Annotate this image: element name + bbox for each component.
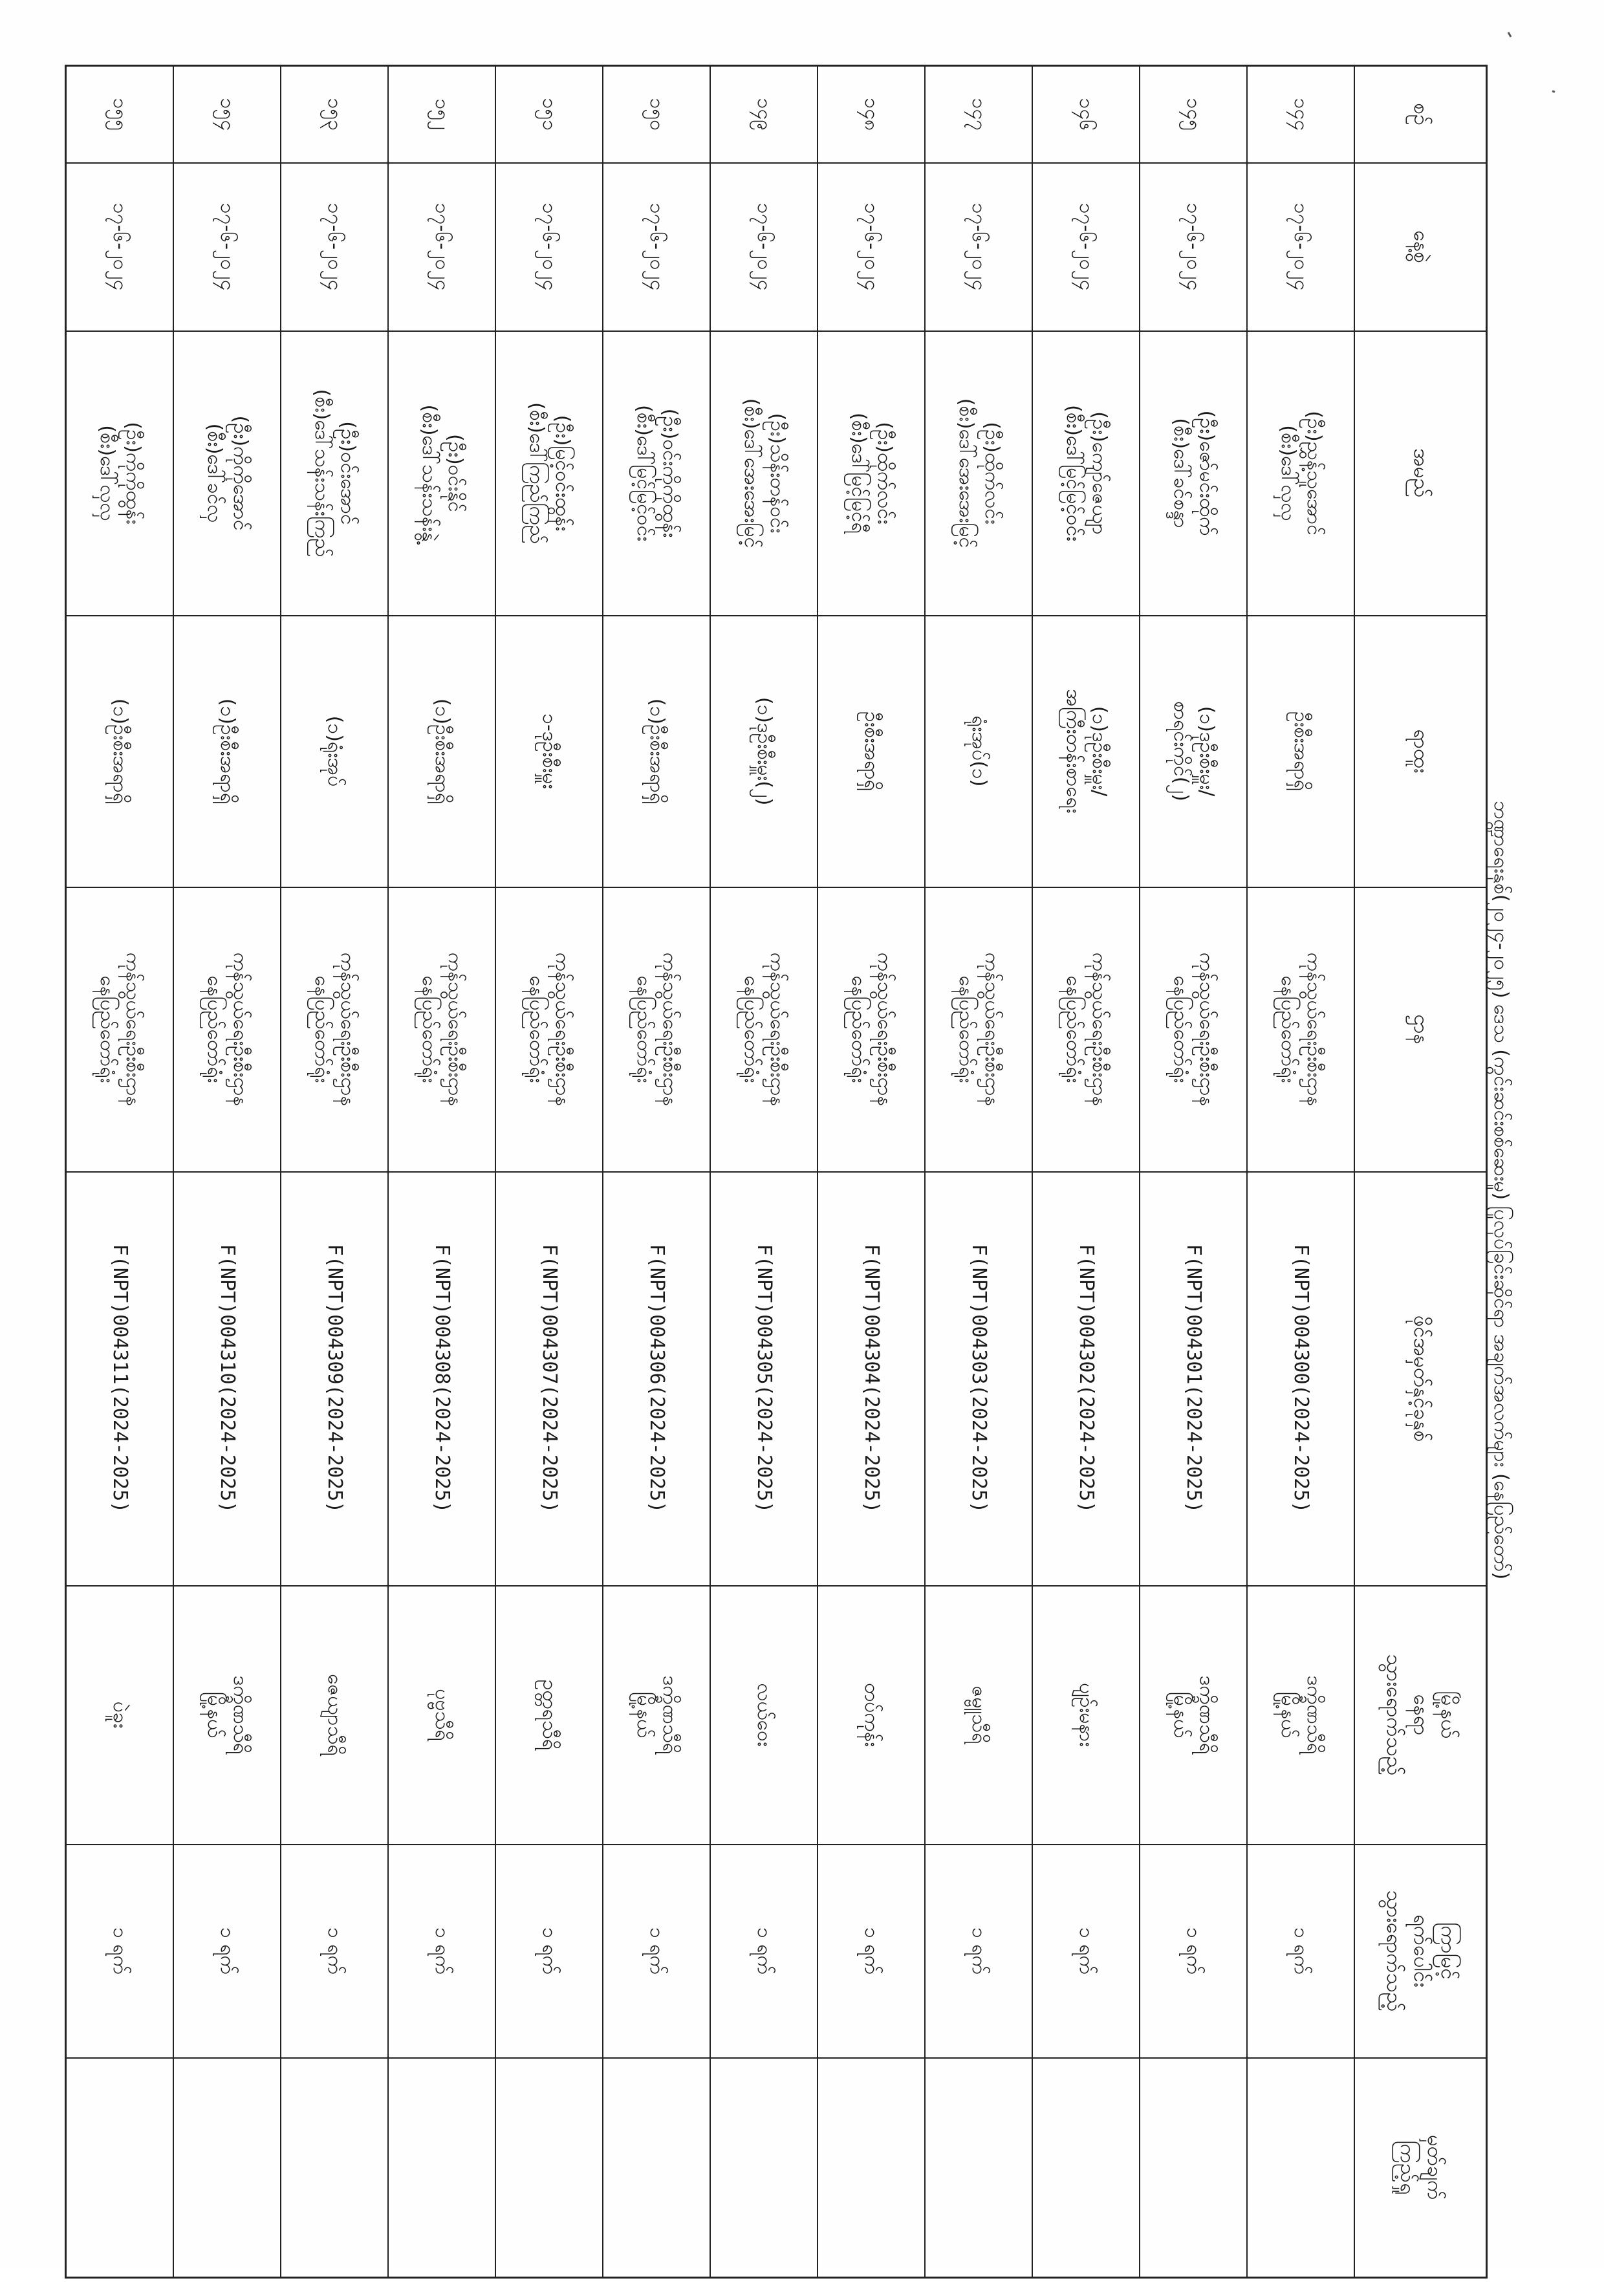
cell-department: ကုန်သွယ်ရေးဦးစီးဌာန နေပြည်တော်ရုံး: [1140, 887, 1247, 1172]
cell-rank: ရုံးအုပ်(၁): [925, 616, 1032, 887]
cell-rank: (၁)ဒုဦးစီးမှူး(၂): [710, 616, 818, 887]
cell-no: ၁၅၃: [281, 66, 388, 163]
table-body: [66, 66, 1355, 2278]
header-days: ကြာမြင့် ရက်ပေါင်း သွားရောက်သည့်: [1354, 1845, 1487, 2058]
cell-name: (ဦး)ထိုက်လင်း (စီး)ဒေါ်အေးအေးမြင့်: [925, 331, 1032, 616]
cell-file-number: F(NPT)004307(2024-2025): [495, 1172, 603, 1586]
cell-department: ကုန်သွယ်ရေးဦးစီးဌာန နေပြည်တော်ရုံး: [1032, 887, 1140, 1172]
cell-file-number: F(NPT)004305(2024-2025): [710, 1172, 818, 1586]
cell-days: ၁ ရက်: [603, 1845, 710, 2058]
cell-date: ၁၇-၆-၂၀၂၄: [710, 163, 818, 331]
header-remark: မှတ်ချက် ကြည့်ရှု: [1354, 2058, 1487, 2278]
cell-department: ကုန်သွယ်ရေးဦးစီးဌာန နေပြည်တော်ရုံး: [710, 887, 818, 1172]
table-row: [1247, 66, 1354, 2278]
cell-rank: (၁)ဦးစီးအရာရှိ: [66, 616, 174, 887]
cell-no: ၁၅၄: [173, 66, 281, 163]
cell-department: ကုန်သွယ်ရေးဦးစီးဌာန နေပြည်တော်ရုံး: [1247, 887, 1354, 1172]
cell-date: ၁၇-၆-၂၀၂၄: [281, 163, 388, 331]
cell-rank: (၁)ဦးစီးအရာရှိ: [173, 616, 281, 887]
cell-date: ၁၇-၆-၂၀၂၄: [1032, 163, 1140, 331]
cell-file-number: F(NPT)004306(2024-2025): [603, 1172, 710, 1586]
cell-department: ကုန်သွယ်ရေးဦးစီးဌာန နေပြည်တော်ရုံး: [603, 887, 710, 1172]
cell-date: ၁၇-၆-၂၀၂၄: [388, 163, 495, 331]
scan-speck: [1508, 32, 1512, 37]
cell-days: ၁ ရက်: [173, 1845, 281, 2058]
cell-remark: [818, 2058, 925, 2278]
cell-place: ဇေယျာသီရိ: [281, 1586, 388, 1845]
cell-name: (ဦး)ဇော်မင်းထိုက် (စီး)ဒေါ်ခင်စန္ဒာ: [1140, 331, 1247, 616]
cell-no: ၁၄၈: [818, 66, 925, 163]
cell-remark: [1032, 2058, 1140, 2278]
cell-rank: ဦးစီးအရာရှိ: [1247, 616, 1354, 887]
cell-remark: [281, 2058, 388, 2278]
cell-name: (ဦး)ကိုကိုထွန်း (စီး)ဒေါ်လှလှ: [66, 331, 174, 616]
cell-no: ၁၄၄: [1247, 66, 1354, 163]
cell-date: ၁၇-၆-၂၀၂၄: [495, 163, 603, 331]
cell-file-number: F(NPT)004309(2024-2025): [281, 1172, 388, 1586]
cell-date: ၁၇-၆-၂၀၂၄: [173, 163, 281, 331]
cell-date: ၁၇-၆-၂၀၂၄: [66, 163, 174, 331]
cell-days: ၁ ရက်: [1247, 1845, 1354, 2058]
cell-days: ၁ ရက်: [710, 1845, 818, 2058]
cell-place: ဒက္ခိဏသီရိ မြို့နယ်: [1140, 1586, 1247, 1845]
cell-department: ကုန်သွယ်ရေးဦးစီးဌာန နေပြည်တော်ရုံး: [495, 887, 603, 1172]
cell-name: (ဦး)ထိုက်လင်း (စီး)ဒေါ်မြင့်မြင့်ရီ: [818, 331, 925, 616]
cell-department: ကုန်သွယ်ရေးဦးစီးဌာန နေပြည်တော်ရုံး: [66, 887, 174, 1172]
cell-rank: ၁-ဒုဦးစီးမှူး: [495, 616, 603, 887]
table-row: [173, 66, 281, 2278]
cell-no: ၁၄၆: [1032, 66, 1140, 163]
cell-rank: ဦးစီးအရာရှိ: [818, 616, 925, 887]
cell-file-number: F(NPT)004303(2024-2025): [925, 1172, 1032, 1586]
cell-remark: [1140, 2058, 1247, 2278]
header-name: အမည်: [1354, 331, 1487, 616]
cell-remark: [710, 2058, 818, 2278]
cell-no: ၁၅၀: [603, 66, 710, 163]
cell-remark: [603, 2058, 710, 2278]
cell-file-number: F(NPT)004310(2024-2025): [173, 1172, 281, 1586]
table-row: [1140, 66, 1247, 2278]
header-department: ဌာန: [1354, 887, 1487, 1172]
field-visit-table: [65, 65, 1488, 2279]
cell-rank: (၁)ရုံးအုပ်: [281, 616, 388, 887]
cell-no: ၁၄၅: [1140, 66, 1247, 163]
cell-place: ဒက္ခိဏသီရိ မြို့နယ်: [1247, 1586, 1354, 1845]
cell-place: တပ်ကုန်း: [818, 1586, 925, 1845]
cell-rank: (၁)ဒုဦးစီးမှူး/ စာရင်းကိုင်(၂): [1140, 616, 1247, 887]
cell-file-number: F(NPT)004311(2024-2025): [66, 1172, 174, 1586]
header-place: မြို့နယ် နေရာ သွားရောက်သည့်: [1354, 1586, 1487, 1845]
header-no: စဉ်: [1354, 66, 1487, 163]
cell-name: (ဦး)သိန်းတန်ဝင်း (စီး)ဒေါ်အေးအေးမြင့်: [710, 331, 818, 616]
cell-date: ၁၇-၆-၂၀၂၄: [1140, 163, 1247, 331]
cell-no: ၁၅၅: [66, 66, 174, 163]
cell-department: ကုန်သွယ်ရေးဦးစီးဌာန နေပြည်တော်ရုံး: [925, 887, 1032, 1172]
cell-date: ၁၇-၆-၂၀၂၄: [818, 163, 925, 331]
cell-file-number: F(NPT)004304(2024-2025): [818, 1172, 925, 1586]
header-file-number: ဖိုင်အမှတ်နှင့်ခုနှစ်: [1354, 1172, 1487, 1586]
cell-name: (ဦး)ဝင်းအောင် (စီး)ဒေါ်သန်းသန်းကြည်: [281, 331, 388, 616]
cell-place: ဇမ္ဗူသီရိ: [925, 1586, 1032, 1845]
cell-date: ၁၇-၆-၂၀၂၄: [603, 163, 710, 331]
cell-place: ဒက္ခိဏသီရိ မြို့နယ်: [173, 1586, 281, 1845]
cell-name: (ဦး)ဝင်းကိုကိုထွန်း (စီး)ဒေါ်မြင့်မြင့်ဝင်း: [603, 331, 710, 616]
cell-name: (ဦး)ကျော်ဇေယျာ (စီး)ဒေါ်မြင့်မြင့်ဝင်း: [1032, 331, 1140, 616]
cell-remark: [1247, 2058, 1354, 2278]
cell-remark: [173, 2058, 281, 2278]
cell-days: ၁ ရက်: [925, 1845, 1032, 2058]
cell-rank: (၁)ဦးစီးအရာရှိ: [603, 616, 710, 887]
cell-no: ၁၅၁: [495, 66, 603, 163]
cell-name: (ဦး)ကိုကိုအောင် (စီး)ဒေါ်ခင်လှ: [173, 331, 281, 616]
table-row: [818, 66, 925, 2278]
cell-days: ၁ ရက်: [388, 1845, 495, 2058]
scan-speck: [1552, 90, 1555, 92]
table-row: [388, 66, 495, 2278]
cell-name: (ဦး)မြင့်ဝင်းထွန်း (စီး)ဒေါ်ကြည်ကြည်: [495, 331, 603, 616]
table-row: [66, 66, 174, 2278]
table-row: [603, 66, 710, 2278]
header-rank: ရာထူး: [1354, 616, 1487, 887]
cell-department: ကုန်သွယ်ရေးဦးစီးဌာန နေပြည်တော်ရုံး: [818, 887, 925, 1172]
cell-place: ပျဉ်းမနား: [1032, 1586, 1140, 1845]
cell-department: ကုန်သွယ်ရေးဦးစီးဌာန နေပြည်တော်ရုံး: [173, 887, 281, 1172]
cell-name: (ဦး)ဝင်းနိုင် (စီး)ဒေါ်သန်းသန်းနွဲ့: [388, 331, 495, 616]
cell-file-number: F(NPT)004300(2024-2025): [1247, 1172, 1354, 1586]
cell-place: ပုဗ္ဗသီရိ: [388, 1586, 495, 1845]
cell-days: ၁ ရက်: [66, 1845, 174, 2058]
cell-days: ၁ ရက်: [1032, 1845, 1140, 2058]
table-row: [281, 66, 388, 2278]
cell-name: (ဦး)ညွှန့်သူအောင် (စီး)ဒေါ်လှလှ: [1247, 331, 1354, 616]
cell-place: လယ်ဝေး: [710, 1586, 818, 1845]
cell-file-number: F(NPT)004302(2024-2025): [1032, 1172, 1140, 1586]
rotated-table-wrapper: [96, 65, 1488, 2277]
header-row: [1354, 66, 1487, 2278]
cell-file-number: F(NPT)004301(2024-2025): [1140, 1172, 1247, 1586]
table-row: [1032, 66, 1140, 2278]
cell-no: ၁၅၂: [388, 66, 495, 163]
cell-days: ၁ ရက်: [281, 1845, 388, 2058]
cell-days: ၁ ရက်: [495, 1845, 603, 2058]
cell-days: ၁ ရက်: [1140, 1845, 1247, 2058]
cell-no: ၁၄၇: [925, 66, 1032, 163]
cell-place: ပဲခူး: [66, 1586, 174, 1845]
cell-rank: (၁)ဒုဦးစီးမှူး/ အကြီးတန်းစာရေး: [1032, 616, 1140, 887]
table-row: [495, 66, 603, 2278]
cell-remark: [388, 2058, 495, 2278]
cell-department: ကုန်သွယ်ရေးဦးစီးဌာန နေပြည်တော်ရုံး: [388, 887, 495, 1172]
cell-rank: (၁)ဦးစီးအရာရှိ: [388, 616, 495, 887]
cell-remark: [66, 2058, 174, 2278]
cell-file-number: F(NPT)004308(2024-2025): [388, 1172, 495, 1586]
cell-no: ၁၄၉: [710, 66, 818, 163]
cell-days: ၁ ရက်: [818, 1845, 925, 2058]
cell-place: ဥတ္တရသီရိ: [495, 1586, 603, 1845]
cell-date: ၁၇-၆-၂၀၂၄: [925, 163, 1032, 331]
cell-remark: [495, 2058, 603, 2278]
document-caption: ဘဏ္ဍာရေးနှစ်(၂၀၂၄-၂၀၂၅) ဒေသ (ကွင်းဆင်းစစ်ဆေးမှု) ပြုလုပ်ခြင်းဆိုင်ရာ အချက်အလက်များ (နေပြည်တော်): [1490, 800, 1512, 1580]
cell-department: ကုန်သွယ်ရေးဦးစီးဌာန နေပြည်တော်ရုံး: [281, 887, 388, 1172]
cell-date: ၁၇-၆-၂၀၂၄: [1247, 163, 1354, 331]
cell-remark: [925, 2058, 1032, 2278]
header-date: နေ့စွဲ: [1354, 163, 1487, 331]
table-row: [710, 66, 818, 2278]
table-row: [925, 66, 1032, 2278]
cell-place: ဒက္ခိဏသီရိ မြို့နယ်: [603, 1586, 710, 1845]
